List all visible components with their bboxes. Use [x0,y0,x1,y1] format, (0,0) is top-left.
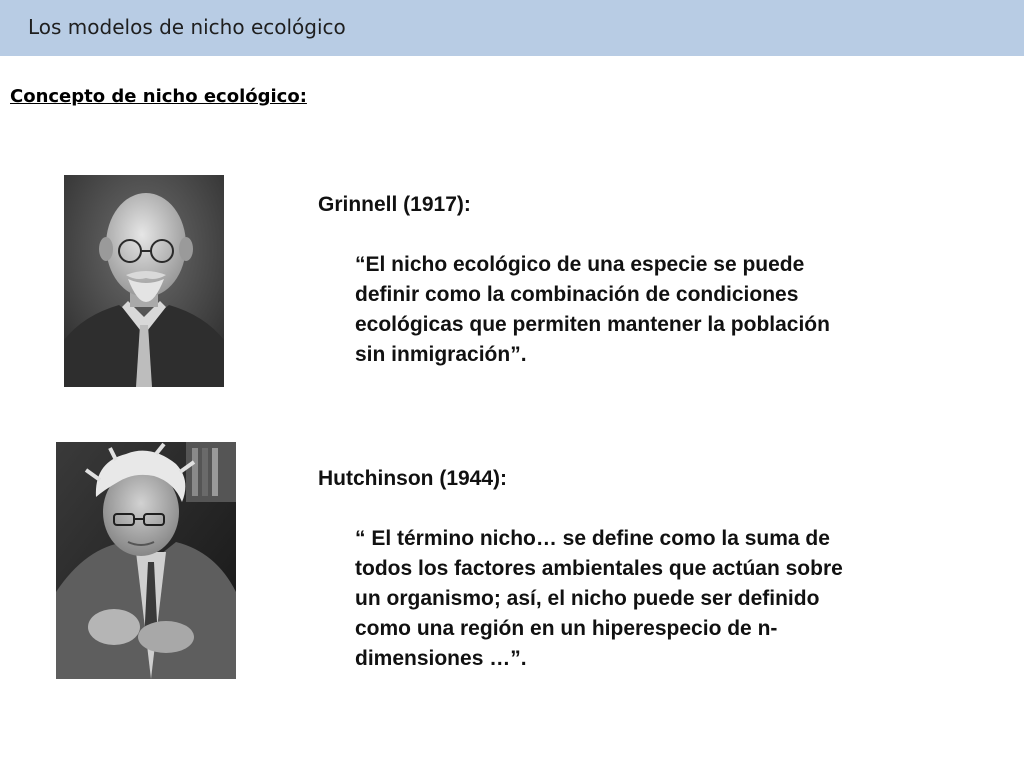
slide-title-bar [0,0,1024,56]
quote-line: “El nicho ecológico de una especie se puede [355,253,805,276]
portrait-photo-hutchinson-icon [56,442,236,679]
grinnell-author: Grinnell (1917): [318,193,471,216]
quote-line: definir como la combinación de condiciones [355,283,799,306]
quote-line: sin inmigración”. [355,343,527,366]
quote-line: ecológicas que permiten mantener la población [355,313,830,336]
hutchinson-portrait [56,442,236,679]
slide-title: Los modelos de nicho ecológico [28,15,346,39]
quote-line: un organismo; así, el nicho puede ser definido [355,587,820,610]
grinnell-quote [355,250,830,370]
grinnell-portrait [64,175,224,387]
quote-line: “ El término nicho… se define como la suma de [355,527,830,550]
quote-line: todos los factores ambientales que actúan sobre [355,557,843,580]
quote-line: como una región en un hiperespecio de n- [355,617,778,640]
hutchinson-author: Hutchinson (1944): [318,467,508,490]
hutchinson-quote [355,524,843,674]
portrait-photo-grinnell-icon [64,175,224,387]
quote-line: dimensiones …”. [355,647,527,670]
section-heading: Concepto de nicho ecológico: [10,86,307,107]
